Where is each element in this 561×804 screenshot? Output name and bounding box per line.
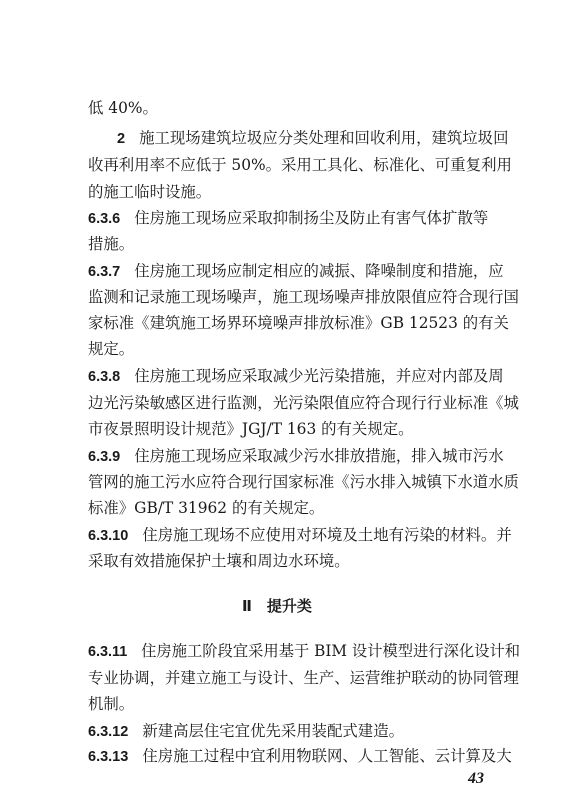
clause-6-3-10 <box>88 525 512 546</box>
line-text: 住房施工现场不应使用对环境及土地有污染的材料。并 <box>142 526 512 544</box>
section-heading: Ⅱ 提升类 <box>242 597 312 615</box>
text-line <box>88 393 519 413</box>
clause-number: 6.3.7 <box>88 264 121 280</box>
text-line <box>88 287 519 307</box>
clause-number: 6.3.11 <box>88 644 128 660</box>
text-line <box>88 313 509 333</box>
clause-6-3-11 <box>88 641 520 662</box>
text-line <box>88 182 211 202</box>
line-text: 专业协调，并建立施工与设计、生产、运营维护联动的协同管理 <box>88 669 519 687</box>
line-text: 机制。 <box>88 695 135 713</box>
clause-6-3-8 <box>88 366 504 387</box>
line-text: 收再利用率不应低于 50%。采用工具化、标准化、可重复利用 <box>88 156 512 174</box>
clause-6-3-9 <box>88 446 504 467</box>
line-text: 监测和记录施工现场噪声，施工现场噪声排放限值应符合现行国 <box>88 288 519 306</box>
line-text: 住房施工现场应采取减少污水排放措施，排入城市污水 <box>134 447 504 465</box>
clause-number: 6.3.10 <box>88 528 129 544</box>
text-line <box>88 155 512 175</box>
line-text: 管网的施工污水应符合现行国家标准《污水排入城镇下水道水质 <box>88 473 519 491</box>
clause-6-3-13 <box>88 746 512 767</box>
line-text: 的施工临时设施。 <box>88 183 212 201</box>
clause-number: 2 <box>117 131 126 147</box>
line-text: 住房施工阶段宜采用基于 BIM 设计模型进行深化设计和 <box>141 642 521 660</box>
text-line <box>88 551 350 571</box>
line-text: 采取有效措施保护土壤和周边水环境。 <box>88 552 350 570</box>
clause-number: 6.3.12 <box>88 724 129 740</box>
clause-number: 6.3.6 <box>88 211 121 227</box>
line-text: 住房施工现场应采取减少光污染措施，并应对内部及周 <box>134 367 504 385</box>
text-line <box>88 339 134 359</box>
clause-number: 6.3.9 <box>88 449 121 465</box>
line-text: 施工现场建筑垃圾应分类处理和回收利用，建筑垃圾回 <box>139 129 509 147</box>
text-line <box>88 419 414 439</box>
line-text: 低 40%。 <box>88 99 158 117</box>
text-line <box>88 98 158 118</box>
clause-6-3-6 <box>88 208 488 229</box>
line-text: 标准》GB/T 31962 的有关规定。 <box>88 499 325 517</box>
line-text: 边光污染敏感区进行监测，光污染限值应符合现行行业标准《城 <box>88 394 519 412</box>
page-number: 43 <box>468 770 484 787</box>
clause-number: 6.3.8 <box>88 369 121 385</box>
clause-6-3-12 <box>88 721 404 742</box>
clause-number: 6.3.13 <box>88 749 129 765</box>
text-line <box>88 234 134 254</box>
line-text: 家标准《建筑施工场界环境噪声排放标准》GB 12523 的有关 <box>88 314 509 332</box>
text-line <box>88 668 519 688</box>
line-text: 措施。 <box>88 235 135 253</box>
line-text: 住房施工现场应采取抑制扬尘及防止有害气体扩散等 <box>134 209 489 227</box>
clause-item-2 <box>117 128 508 149</box>
line-text: 规定。 <box>88 340 135 358</box>
text-line <box>88 498 324 518</box>
line-text: 市夜景照明设计规范》JGJ/T 163 的有关规定。 <box>88 420 414 438</box>
text-line <box>88 694 134 714</box>
line-text: 住房施工现场应制定相应的减振、降噪制度和措施，应 <box>134 262 504 280</box>
clause-6-3-7 <box>88 261 504 282</box>
line-text: 新建高层住宅宜优先采用装配式建造。 <box>142 722 404 740</box>
line-text: 住房施工过程中宜利用物联网、人工智能、云计算及大 <box>142 747 512 765</box>
text-line <box>88 472 519 492</box>
